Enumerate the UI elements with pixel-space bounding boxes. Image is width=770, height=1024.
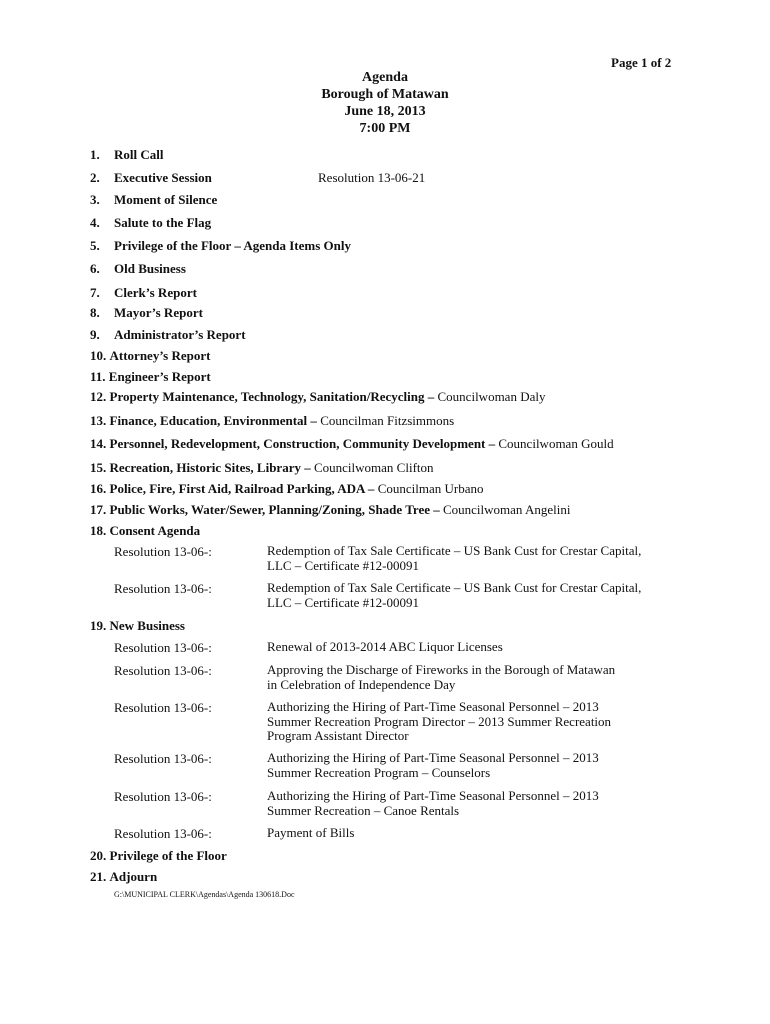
agenda-item-new-business (90, 618, 185, 634)
resolution-line: in Celebration of Independence Day (267, 676, 456, 692)
item-label: Moment of Silence (114, 192, 218, 207)
agenda-header (0, 69, 770, 137)
item-label: Privilege of the Floor (109, 848, 227, 863)
resolution-label: Resolution 13-06-: (114, 581, 212, 596)
agenda-item-moment-of-silence (90, 192, 217, 208)
resolution-line: LLC – Certificate #12-00091 (267, 557, 419, 573)
item-number: 1. (90, 147, 100, 162)
item-label: Personnel, Redevelopment, Construction, Community Development – (109, 436, 496, 451)
resolution-line: Summer Recreation Program Director – 2013 Summer Recreation (267, 713, 612, 729)
header-date: June 18, 2013 (344, 104, 426, 119)
item-label: Mayor’s Report (114, 305, 203, 320)
item-council-member: Councilwoman Daly (437, 389, 546, 404)
header-time: 7:00 PM (359, 121, 411, 136)
resolution-description (267, 663, 681, 692)
item-number: 13. (90, 413, 107, 428)
item-council-member: Councilwoman Clifton (313, 460, 434, 475)
agenda-item-engineer-report (90, 369, 211, 385)
resolution-line: Renewal of 2013-2014 ABC Liquor Licenses (267, 639, 503, 654)
resolution-label: Resolution 13-06-: (114, 640, 212, 655)
agenda-item-mayor-report (90, 305, 203, 321)
agenda-item-police-fire (90, 481, 483, 497)
item-number: 7. (90, 285, 100, 300)
agenda-item-personnel (90, 436, 614, 452)
resolution-line: Authorizing the Hiring of Part-Time Seasonal Personnel – 2013 (267, 699, 599, 714)
item-number: 8. (90, 305, 100, 320)
item-council-member: Councilwoman Gould (498, 436, 614, 451)
agenda-item-privilege-floor (90, 848, 227, 864)
header-borough: Borough of Matawan (321, 87, 449, 102)
resolution-line: Redemption of Tax Sale Certificate – US Bank Cust for Crestar Capital, (267, 580, 642, 595)
resolution-description (267, 751, 681, 780)
resolution-line: Payment of Bills (267, 825, 355, 840)
agenda-item-privilege-floor-agenda (90, 238, 351, 254)
item-label: New Business (109, 618, 185, 633)
resolution-line: Approving the Discharge of Fireworks in the Borough of Matawan (267, 662, 616, 677)
agenda-item-property-maintenance (90, 389, 545, 405)
agenda-item-adjourn (90, 869, 157, 885)
item-number: 16. (90, 481, 107, 496)
resolution-label: Resolution 13-06-: (114, 826, 212, 841)
header-title: Agenda (362, 70, 408, 85)
agenda-item-roll-call (90, 147, 163, 163)
item-label: Roll Call (114, 147, 164, 162)
item-label: Consent Agenda (109, 523, 201, 538)
item-label: Public Works, Water/Sewer, Planning/Zoning, Shade Tree – (109, 502, 440, 517)
agenda-item-salute-flag (90, 215, 211, 231)
item-label: Administrator’s Report (114, 327, 246, 342)
resolution-line: LLC – Certificate #12-00091 (267, 594, 419, 610)
item-number: 14. (90, 436, 107, 451)
item-label: Salute to the Flag (114, 215, 212, 230)
item-number: 9. (90, 327, 100, 342)
item-council-member: Councilman Urbano (377, 481, 484, 496)
agenda-item-administrator-report (90, 327, 246, 343)
resolution-description (267, 826, 681, 841)
item-number: 11. (90, 369, 106, 384)
item-number: 10. (90, 348, 107, 363)
file-path-footer: G:\MUNICIPAL CLERK\Agendas\Agenda 130618.Doc (114, 890, 295, 899)
item-number: 6. (90, 261, 100, 276)
item-label: Old Business (114, 261, 186, 276)
agenda-item-finance (90, 413, 454, 429)
item-number: 2. (90, 170, 100, 185)
resolution-description (267, 544, 681, 573)
resolution-description (267, 789, 681, 818)
resolution-line: Summer Recreation – Canoe Rentals (267, 802, 460, 818)
agenda-item-consent-agenda (90, 523, 200, 539)
resolution-label: Resolution 13-06-: (114, 789, 212, 804)
resolution-line: Summer Recreation Program – Counselors (267, 764, 491, 780)
resolution-description (267, 700, 681, 744)
item-council-member: Councilwoman Angelini (442, 502, 571, 517)
item-label: Adjourn (109, 869, 158, 884)
item-label: Privilege of the Floor – Agenda Items Only (114, 238, 351, 253)
agenda-item-public-works (90, 502, 570, 518)
resolution-line: Redemption of Tax Sale Certificate – US Bank Cust for Crestar Capital, (267, 543, 642, 558)
resolution-line: Program Assistant Director (267, 728, 409, 743)
item-label: Clerk’s Report (114, 285, 197, 300)
agenda-item-attorney-report (90, 348, 210, 364)
executive-session-resolution: Resolution 13-06-21 (318, 170, 426, 185)
resolution-description (267, 581, 681, 610)
item-label: Recreation, Historic Sites, Library – (109, 460, 311, 475)
item-label: Finance, Education, Environmental – (109, 413, 317, 428)
item-label: Police, Fire, First Aid, Railroad Parking, ADA – (109, 481, 375, 496)
resolution-label: Resolution 13-06-: (114, 700, 212, 715)
resolution-description (267, 640, 681, 655)
item-number: 4. (90, 215, 100, 230)
agenda-item-clerk-report (90, 285, 197, 301)
agenda-item-recreation (90, 460, 434, 476)
item-number: 19. (90, 618, 107, 633)
item-number: 17. (90, 502, 107, 517)
agenda-item-executive-session (90, 170, 212, 186)
item-label: Engineer’s Report (108, 369, 211, 384)
resolution-label: Resolution 13-06-: (114, 663, 212, 678)
item-number: 15. (90, 460, 107, 475)
item-number: 12. (90, 389, 107, 404)
item-number: 18. (90, 523, 107, 538)
item-council-member: Councilman Fitzsimmons (320, 413, 455, 428)
page-number: Page 1 of 2 (611, 55, 672, 70)
item-number: 3. (90, 192, 100, 207)
item-label: Executive Session (114, 170, 212, 185)
item-number: 5. (90, 238, 100, 253)
item-label: Property Maintenance, Technology, Sanitation/Recycling – (109, 389, 435, 404)
item-number: 20. (90, 848, 107, 863)
resolution-line: Authorizing the Hiring of Part-Time Seasonal Personnel – 2013 (267, 788, 599, 803)
resolution-label: Resolution 13-06-: (114, 544, 212, 559)
item-number: 21. (90, 869, 107, 884)
agenda-item-old-business (90, 261, 186, 277)
resolution-line: Authorizing the Hiring of Part-Time Seasonal Personnel – 2013 (267, 750, 599, 765)
resolution-label: Resolution 13-06-: (114, 751, 212, 766)
item-label: Attorney’s Report (109, 348, 211, 363)
